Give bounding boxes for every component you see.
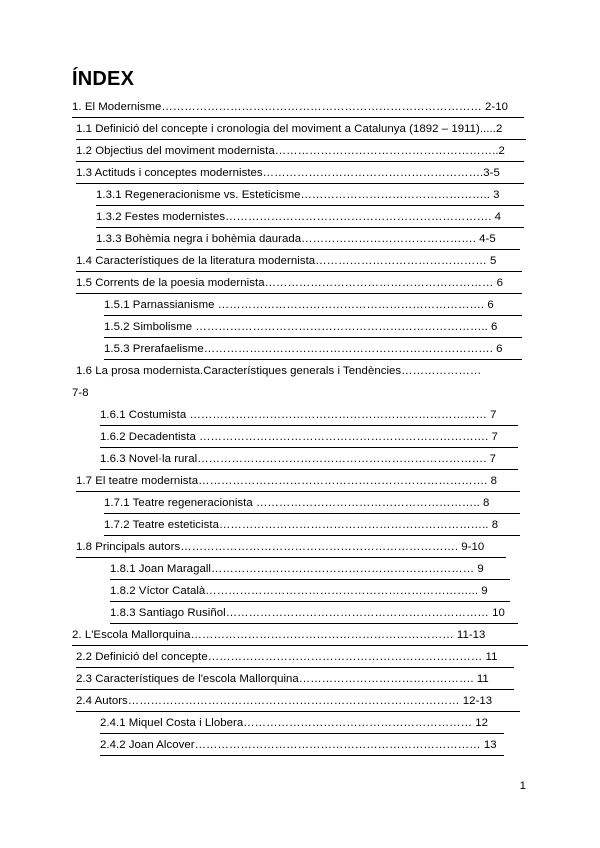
toc-entry-1-7: 1.7 El teatre modernista…………………………………………………………………. 8	[76, 471, 520, 492]
toc-entry-2-4-2: 2.4.2 Joan Alcover………………………………………………………………… 13	[100, 735, 504, 756]
toc-entry-1-5-2: 1.5.2 Simbolisme ………………………………………………………………….. 6	[104, 317, 522, 338]
toc-entry-1-8-3: 1.8.3 Santiago Rusiñol…………………………………………………………… 10	[110, 603, 518, 624]
toc-entry-1-6-pages: 7-8	[72, 387, 89, 399]
toc-entry-2: 2. L'Escola Mallorquina…………………………………………………………… 11-13	[72, 625, 528, 646]
toc-entry-2-4-1: 2.4.1 Miquel Costa i Llobera…………………………………………………… 12	[100, 713, 504, 734]
toc-entry-1-8-1: 1.8.1 Joan Maragall…………………………………………………………… 9	[110, 559, 510, 580]
toc-entry-1-8-2: 1.8.2 Víctor Català……………………………………………………………... 9	[110, 581, 510, 602]
toc-entry-2-3: 2.3 Característiques de l'escola Mallorquina………………………………………. 11	[76, 669, 514, 690]
toc-entry-1-3-1: 1.3.1 Regeneracionisme vs. Esteticisme………………………………………….. 3	[96, 185, 524, 206]
toc-entry-1-3: 1.3 Actituds i conceptes modernistes………………………………………………….3-5	[76, 163, 524, 184]
toc-entry-2-2: 2.2 Definició del concepte……………………………………………………………… 11	[76, 647, 514, 668]
toc-entry-1-6-2: 1.6.2 Decadentista …………………………………………………………………. 7	[100, 427, 518, 448]
toc-entry-1-5: 1.5 Corrents de la poesia modernista…………………………………………………… 6	[76, 273, 522, 294]
toc-entry-1-4: 1.4 Característiques de la literatura modernista……………………………………… 5	[76, 251, 522, 272]
toc-entry-1-7-1: 1.7.1 Teatre regeneracionista ………………………………………………….. 8	[104, 493, 520, 514]
toc-entry-1-6-1: 1.6.1 Costumista …………………………………………………………………… 7	[100, 405, 518, 426]
toc-entry-1-2: 1.2 Objectius del moviment modernista…………………………………………………..2	[76, 141, 524, 162]
toc-entry-1-7-2: 1.7.2 Teatre esteticista…………………………………………………………….. 8	[104, 515, 520, 536]
toc-entry-2-4: 2.4 Autors…………………………………………………………………………… 12-13	[76, 691, 520, 712]
toc-entry-1-8: 1.8 Principals autors………………………………………………………………. 9-10	[76, 537, 506, 558]
toc-entry-1-6: 1.6 La prosa modernista.Característiques generals i Tendències…………………	[76, 365, 482, 377]
toc-entry-1-5-1: 1.5.1 Parnassianisme ……………………………………………………………. 6	[104, 295, 522, 316]
toc-entry-1-1: 1.1 Definició del concepte i cronologia del moviment a Catalunya (1892 – 1911).....2	[76, 119, 526, 140]
page-number: 1	[519, 780, 526, 792]
toc-entry-1-5-3: 1.5.3 Prerafaelisme…………………………………………………………………. 6	[104, 339, 522, 360]
page-title: ÍNDEX	[72, 68, 135, 90]
toc-entry-1-3-2: 1.3.2 Festes modernistes……………………………………………………………. 4	[96, 207, 524, 228]
toc-entry-1-3-3: 1.3.3 Bohèmia negra i bohèmia daurada………………………………………. 4-5	[96, 229, 520, 250]
toc-entry-1: 1. El Modernisme………………………………………………………………………… 2-10	[72, 97, 524, 118]
toc-entry-1-6-3: 1.6.3 Novel·la rural…………………………………………………………………. 7	[100, 449, 518, 470]
